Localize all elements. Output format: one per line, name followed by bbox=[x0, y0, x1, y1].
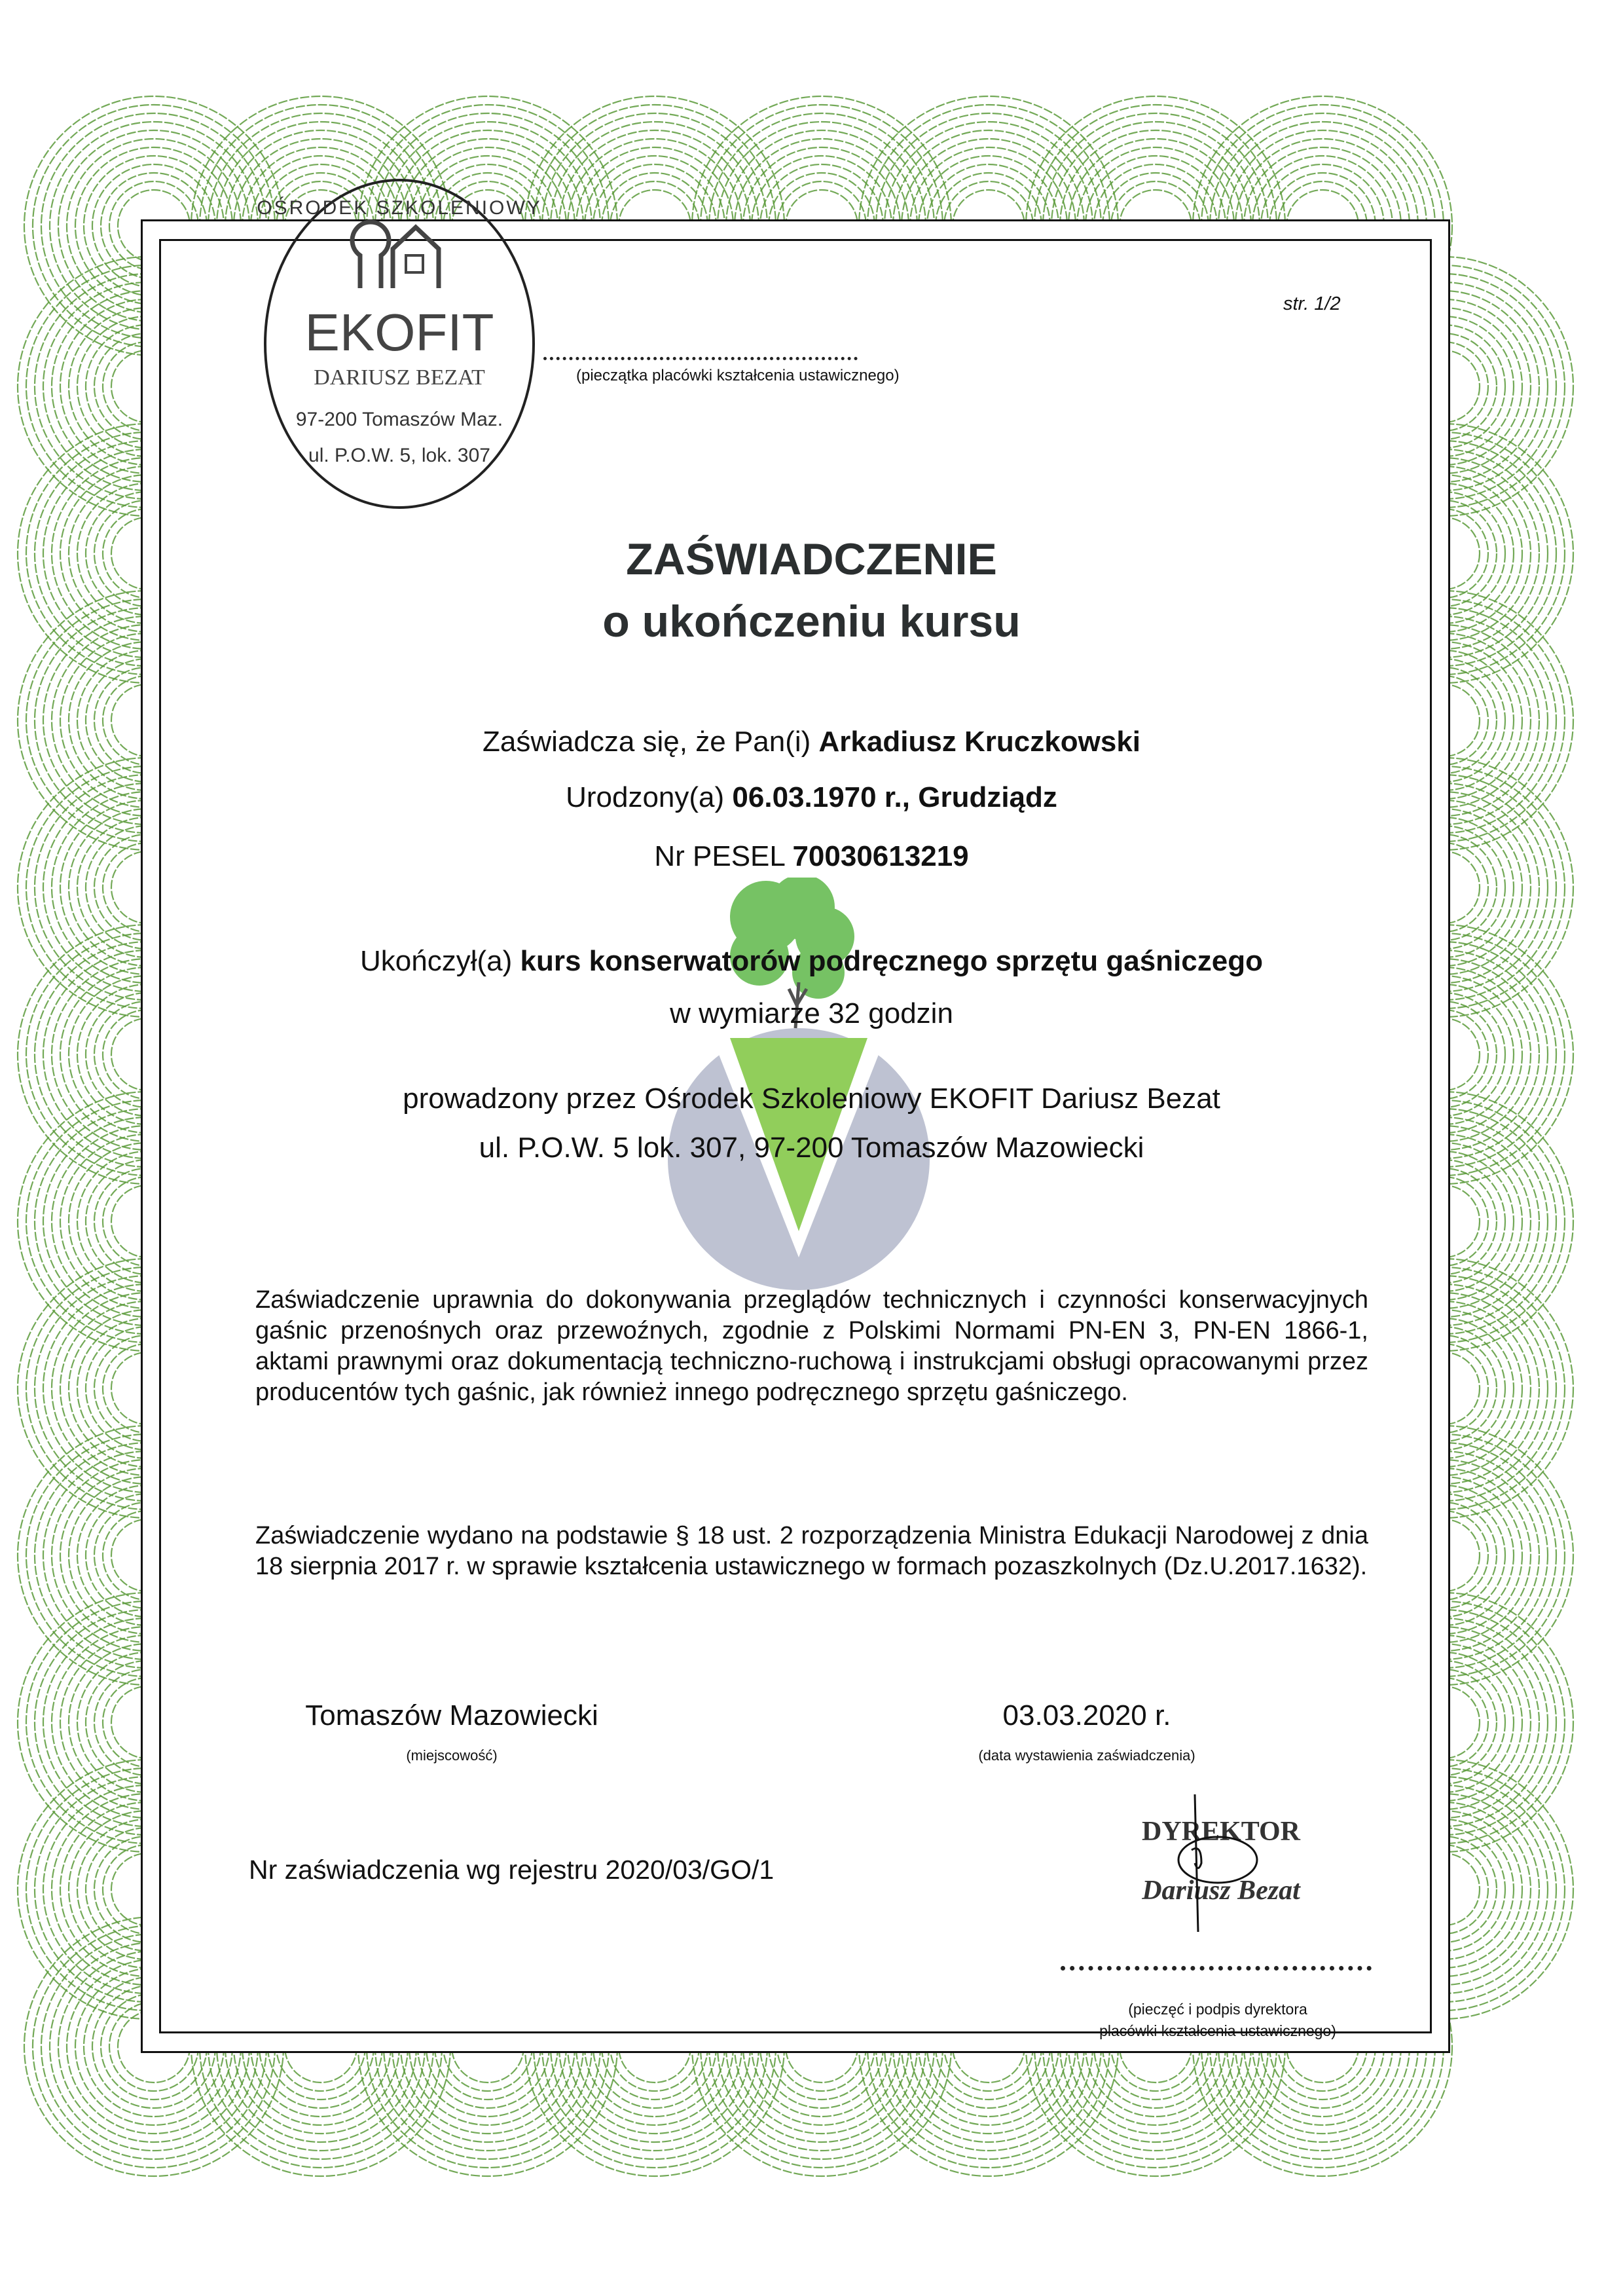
organizer-line-1: prowadzony przez Ośrodek Szkoleniowy EKOFIT Dariusz Bezat bbox=[403, 1083, 1220, 1115]
pesel-line bbox=[0, 840, 1623, 873]
stamp-house-icon bbox=[352, 222, 439, 288]
director-title: DYREKTOR bbox=[1142, 1817, 1300, 1847]
course-name: kurs konserwatorów podręcznego sprzętu gaśniczego bbox=[520, 945, 1263, 977]
signature-dotted-line bbox=[1061, 1966, 1372, 1971]
stamp-city-text: 97-200 Tomaszów Maz. bbox=[295, 409, 503, 430]
course-duration: w wymiarze 32 godzin bbox=[670, 997, 953, 1029]
certify-line bbox=[0, 726, 1623, 758]
pesel-prefix: Nr PESEL bbox=[654, 840, 793, 872]
born-prefix: Urodzony(a) bbox=[566, 781, 733, 813]
page-indicator: str. 1/2 bbox=[1283, 293, 1341, 314]
certify-prefix: Zaświadcza się, że Pan(i) bbox=[482, 726, 819, 758]
watermark-tree bbox=[730, 878, 854, 999]
director-signature bbox=[1113, 1788, 1329, 1945]
entitlement-paragraph: Zaświadczenie uprawnia do dokonywania przeglądów technicznych i czynności konserwacyjnych gaśnic przenośnych oraz przewoźnych, zgodnie z Polskimi Normami PN-EN 3, PN-EN 1866-1, aktami prawnymi oraz dokumentacją techniczno-ruchową i instrukcjami obsługi opracowanymi przez producentów tych gaśnic, jak również innego podręcznego sprzętu gaśniczego. bbox=[255, 1286, 1368, 1406]
stamp-owner-text: DARIUSZ BEZAT bbox=[314, 365, 485, 390]
pesel-number: 70030613219 bbox=[792, 840, 969, 872]
stamp-ring-top-text: OŚRODEK SZKOLENIOWY bbox=[257, 197, 542, 219]
completed-prefix: Ukończył(a) bbox=[360, 945, 520, 977]
person-name: Arkadiusz Kruczkowski bbox=[818, 726, 1141, 758]
stamp-dotted-line bbox=[543, 357, 858, 360]
legal-basis-paragraph: Zaświadczenie wydano na podstawie § 18 ust. 2 rozporządzenia Ministra Edukacji Narodowej z dnia 18 sierpnia 2017 r. w sprawie kształcenia ustawicznego w formach pozaszkolnych (Dz.U.2017.1632). bbox=[255, 1522, 1368, 1580]
signature-caption-2: placówki kształcenia ustawicznego) bbox=[1099, 2022, 1336, 2039]
stamp-street-text: ul. P.O.W. 5, lok. 307 bbox=[308, 445, 490, 466]
director-name: Dariusz Bezat bbox=[1142, 1876, 1300, 1906]
school-stamp bbox=[255, 174, 543, 514]
signature-scribble-icon bbox=[1178, 1794, 1257, 1932]
birth-line bbox=[0, 781, 1623, 814]
issue-date: 03.03.2020 r. bbox=[1002, 1699, 1171, 1731]
birth-date-place: 06.03.1970 r., Grudziądz bbox=[732, 781, 1057, 813]
document-title: ZAŚWIADCZENIE bbox=[626, 534, 997, 584]
issue-place-caption: (miejscowość) bbox=[406, 1747, 498, 1764]
stamp-caption: (pieczątka placówki kształcenia ustawicznego) bbox=[576, 367, 900, 384]
stamp-logo-text: EKOFIT bbox=[304, 303, 494, 361]
course-line bbox=[0, 945, 1623, 978]
signature-caption-1: (pieczęć i podpis dyrektora bbox=[1128, 2001, 1307, 2018]
organizer-line-2: ul. P.O.W. 5 lok. 307, 97-200 Tomaszów Mazowiecki bbox=[479, 1132, 1144, 1164]
issue-date-caption: (data wystawienia zaświadczenia) bbox=[978, 1747, 1195, 1764]
issue-place: Tomaszów Mazowiecki bbox=[305, 1699, 598, 1731]
document-subtitle: o ukończeniu kursu bbox=[602, 597, 1021, 646]
register-number: Nr zaświadczenia wg rejestru 2020/03/GO/1 bbox=[249, 1855, 775, 1885]
